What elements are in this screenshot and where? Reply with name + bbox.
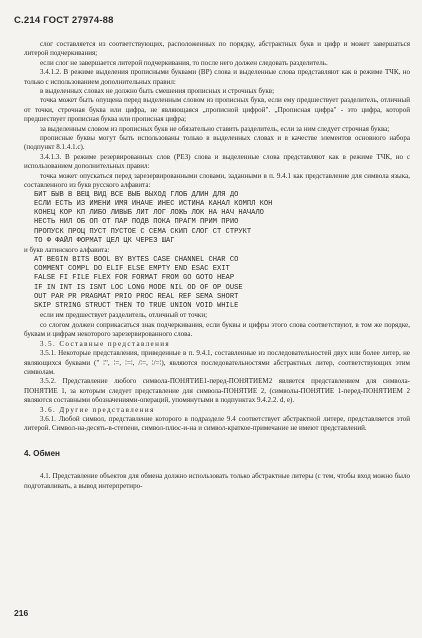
paragraph: прописные буквы могут быть использованы только в выделенных словах и в качестве элементов основного набора (подпункт 8.1.4.1.с). — [24, 134, 410, 152]
paragraph: за выделенным словом из прописных букв не обязательно ставить разделитель, если за ним следует строчная буква; — [40, 124, 390, 133]
reserved-words-line: НЕСТЬ НИЛ ОБ ОП ОТ ПАР ПОДВ ПОКА ПРАГМ ПРИМ ПРИО — [34, 218, 239, 227]
paragraph: 4.1. Представление объектов для обмена должно использовать только абстрактные литеры (с тем, чтобы вход можно было подготавливать, а вывод интерпретиро- — [24, 472, 410, 490]
paragraph: если слог не завершается литерой подчеркивания, то после него должен следовать разделитель. — [40, 58, 328, 67]
paragraph: и букв латинского алфавита: — [24, 246, 110, 255]
reserved-words-line: КОНЕЦ КОР КП ЛИБО ЛИВЫБ ЛИТ ЛОГ ЛОЖЬ ЛОК НА НАЧ НАЧАЛО — [34, 209, 264, 218]
reserved-words-line: OUT PAR PR PRAGMAT PRIO PROC REAL REF SEMA SHORT — [34, 292, 239, 301]
paragraph: со слогом должен соприкасаться знак подчеркивания, если буквы и цифры этого слова соответствуют, в том же порядке, буквам и цифрам некоторого зарезервированного слова. — [24, 320, 410, 339]
latin-reserved-words — [34, 256, 410, 312]
reserved-words-line: БИТ БЫВ В ВЕЩ ВИД ВСЕ ВЫБ ВЫХОД ГЛОБ ДЛИН ДЛЯ ДО — [34, 190, 239, 199]
paragraph: точка может быть опущена перед выделенным словом из прописных букв, если ему предшествует разделитель, отличный от точки, строчная буква или цифра, не являющаяся „прописной цифрой". „Прописная цифра" - это цифра, которой предшествует прописная буква или прописная цифра; — [24, 96, 410, 124]
reserved-words-line: ЕСЛИ ЕСТЬ ИЗ ИМЕНИ ИМЯ ИНАЧЕ ИНЕС ИСТИНА КАНАЛ КОМПЛ КОН — [34, 199, 273, 208]
paragraph: 3.4.1.2. В режиме выделения прописными буквами (ВР) слова и выделенные слова представляют как в режиме ТЧК, но только с использованием дополнительных правил: — [24, 68, 410, 86]
section-heading: 3.5. Составные представления — [40, 339, 171, 348]
page-header: С.214 ГОСТ 27974-88 — [14, 15, 114, 26]
paragraph: 3.5.2. Представление любого символа-ПОНЯТИЕ1-перед-ПОНЯТИЕМ2 является представлением для символа-ПОНЯТИЕ 1, за которым следует представление для символа-ПОНЯТИЕ 2, (символы-ПОНЯТИЕ 1-перед-ПОНЯТИЕМ 2 являются составными обозначениями-операций, упомянутыми в подпунктах 9.4.2.2. d, e). — [24, 377, 410, 405]
reserved-words-line: IF IN INT IS ISNT LOC LONG MODE NIL OD OF OP OUSE — [34, 283, 243, 292]
paragraph: 3.4.1.3. В режиме резервированных слов (РЕЗ) слова и выделенные слова представляют как в режиме ТЧК, но с использованием дополнительных правил: — [24, 152, 410, 171]
russian-reserved-words — [34, 191, 410, 247]
paragraph: 3.5.1. Некоторые представления, приведенные в п. 9.4.1, составленные из последовательностей двух или более литер, не являющихся буквами (" ∶", ∶=, ∶=∶, /∶=, ∶/=∶), являются последовательностями абстрактных литер, соответствующих этим символам. — [24, 349, 410, 376]
paragraph: если им предшествует разделитель, отличный от точки; — [40, 311, 208, 320]
paragraph: слог составляется из соответствующих, расположенных по порядку, абстрактных букв и цифр и может завершаться литерой подчеркивания; — [24, 40, 410, 58]
reserved-words-line: FALSE FI FILE FLEX FOR FORMAT FROM GO GOTO HEAP — [34, 274, 235, 283]
reserved-words-line: COMMENT COMPL DO ELIF ELSE EMPTY END ESAC EXIT — [34, 264, 230, 273]
document-body — [24, 40, 410, 491]
reserved-words-line: AT BEGIN BITS BOOL BY BYTES CASE CHANNEL CHAR CO — [34, 255, 239, 264]
chapter-heading: 4. Обмен — [24, 448, 60, 458]
reserved-words-line: SKIP STRING STRUCT THEN TO TRUE UNION VOID WHILE — [34, 302, 239, 311]
paragraph: точка может опускаться перед зарезервированными словами, заданными в п. 9.4.1 как представление для символа языка, составленного из букв русского алфавита: — [24, 171, 410, 190]
page-number: 216 — [14, 608, 29, 618]
section-heading: 3.6. Другие представления — [40, 405, 155, 414]
paragraph: 3.6.1. Любой символ, представление которого в подразделе 9.4 соответствует абстрактной литере, представляется этой литерой. Символ-на-десять-в-степени, символ-плюс-и-на и символ-краткое-примечание не имеют представлений. — [24, 414, 410, 433]
reserved-words-line: ПРОПУСК ПРОЦ ПУСТ ПУСТОЕ С СЕМА СКИП СЛОГ СТ СТРУКТ — [34, 227, 252, 236]
reserved-words-line: ТО Ф ФАЙЛ ФОРМАТ ЦЕЛ ЦК ЧЕРЕЗ ШАГ — [34, 236, 175, 245]
paragraph: в выделенных словах не должно быть смешения прописных и строчных букв; — [40, 87, 275, 96]
